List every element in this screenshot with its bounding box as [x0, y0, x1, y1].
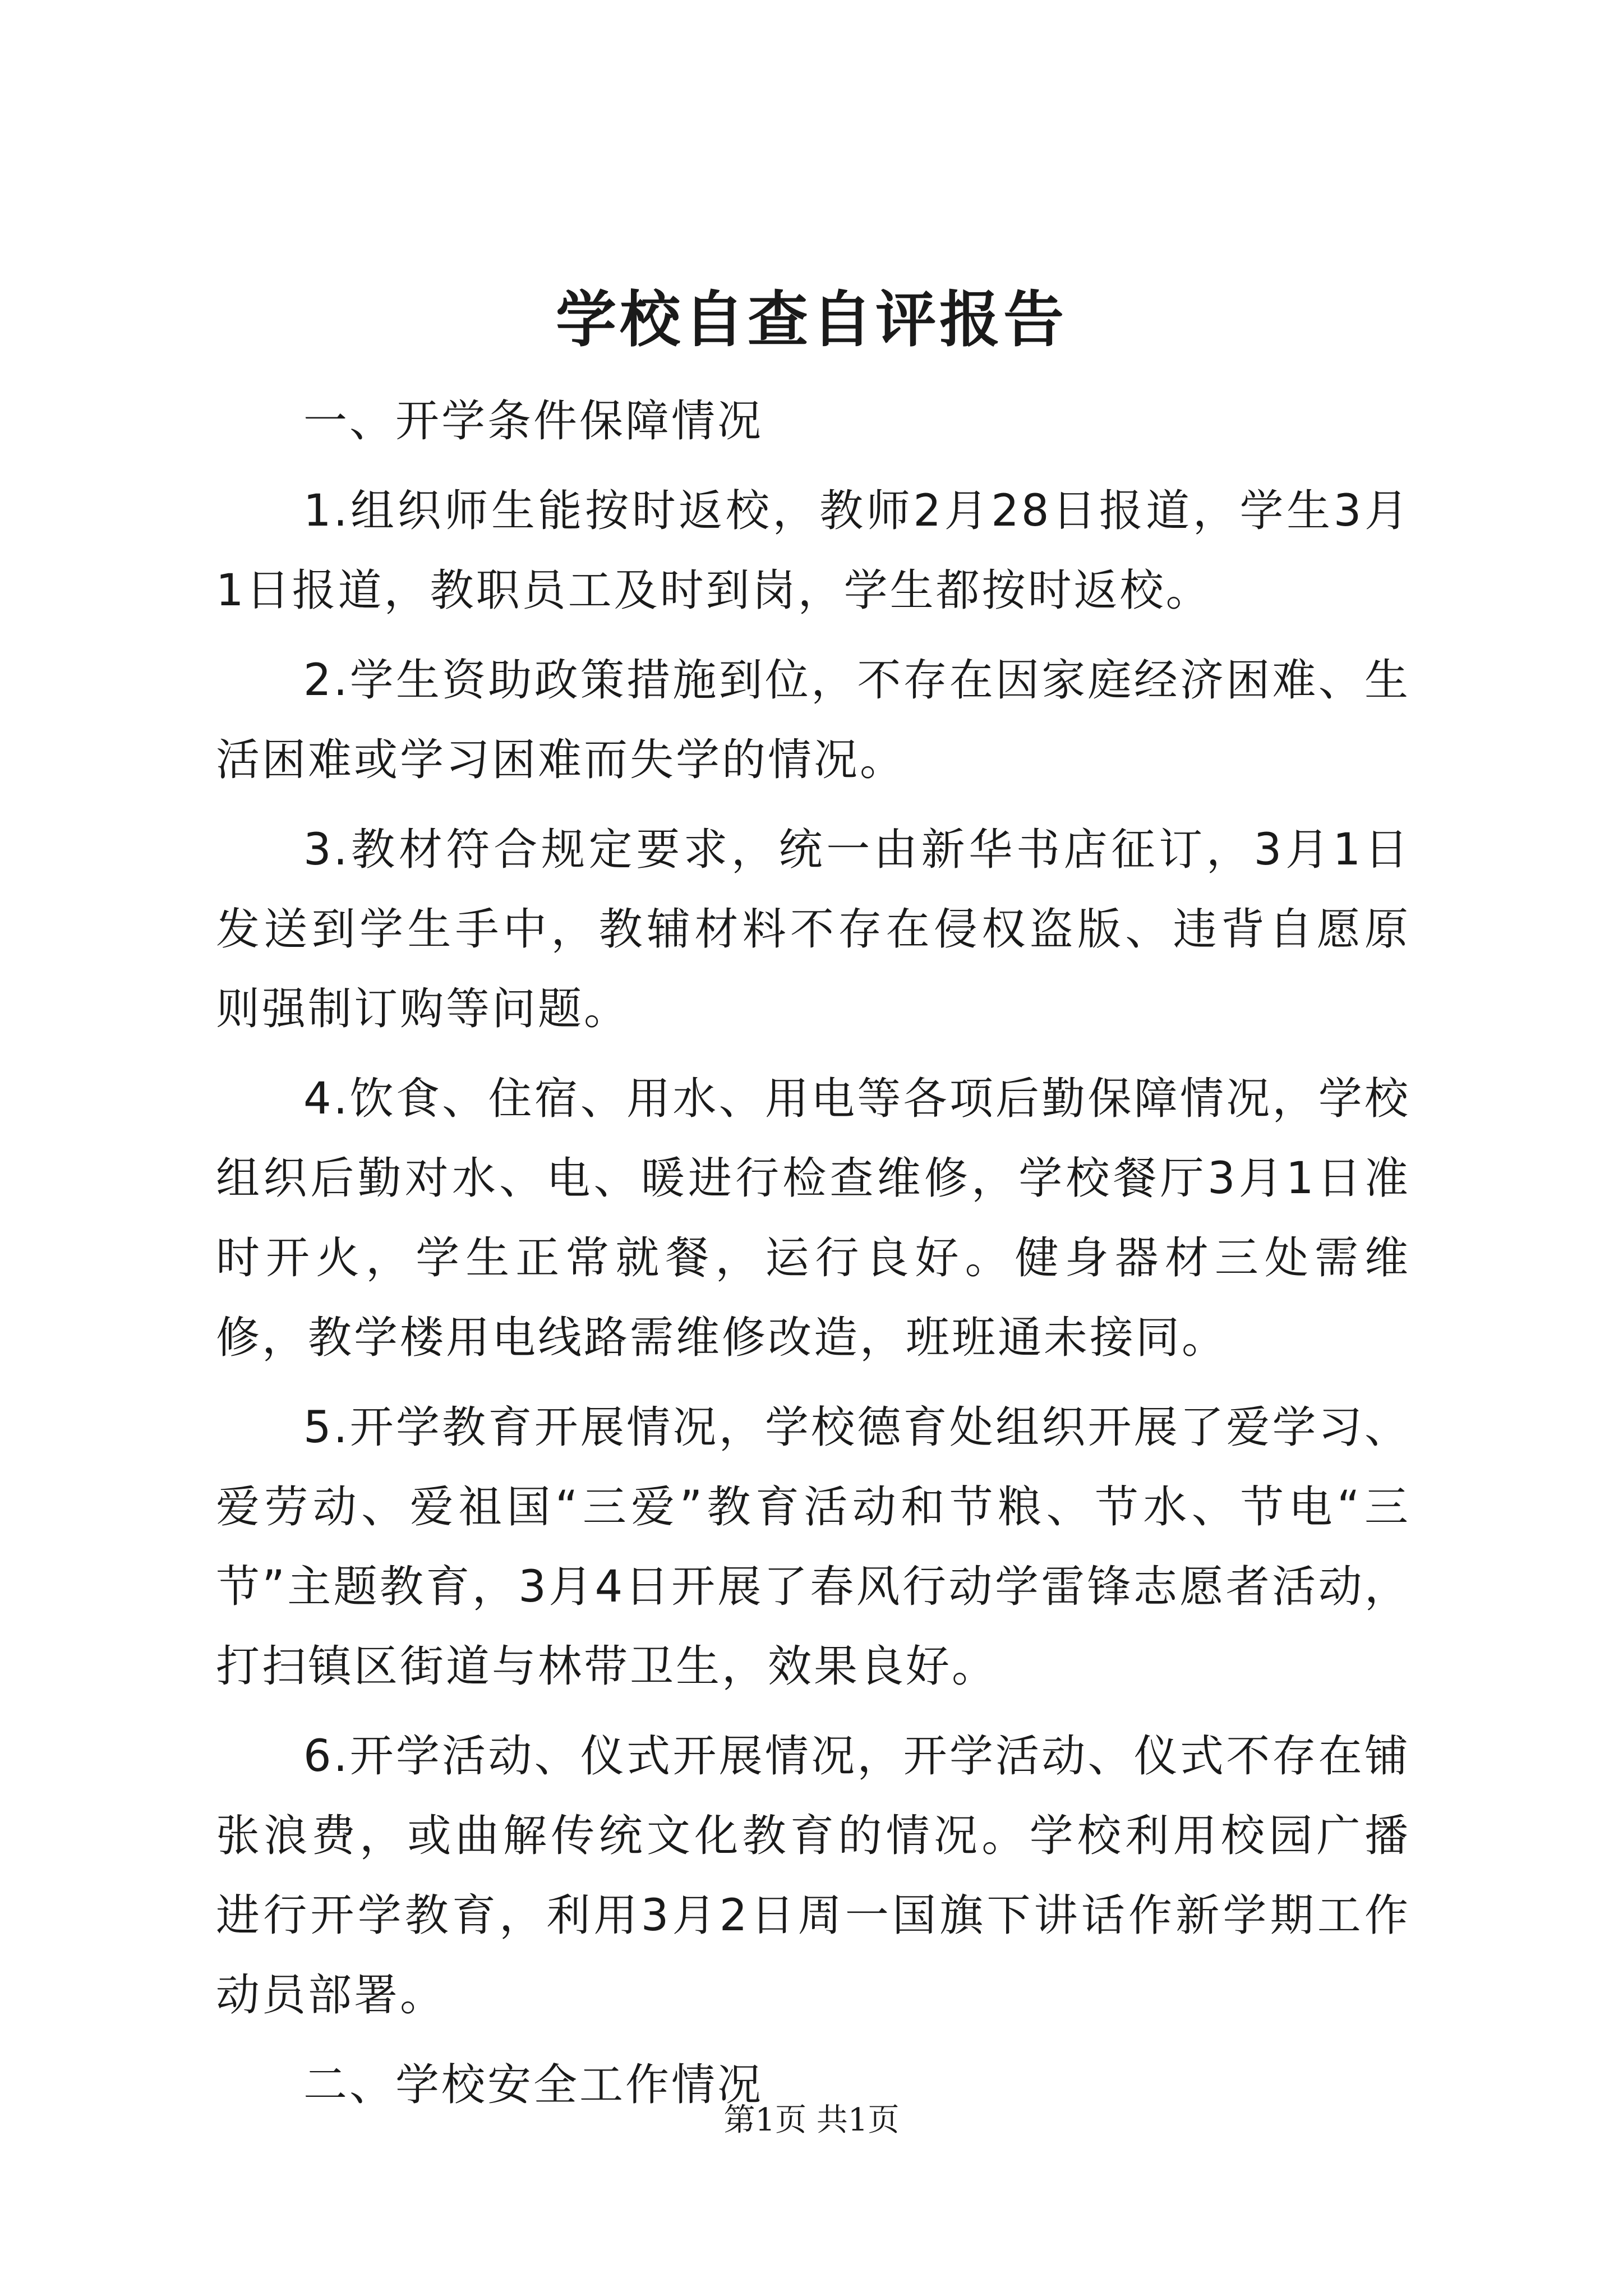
paragraph-item-4: 4.饮食、住宿、用水、用电等各项后勤保障情况，学校组织后勤对水、电、暖进行检查维修，学校餐厅3月1日准时开火，学生正常就餐，运行良好。健身器材三处需维修，教学楼用电线路需维修改造，班班通未接同。	[216, 1074, 1410, 1363]
paragraph-item-6: 6.开学活动、仪式开展情况，开学活动、仪式不存在铺张浪费，或曲解传统文化教育的情况。学校利用校园广播进行开学教育，利用3月2日周一国旗下讲话作新学期工作动员部署。	[216, 1731, 1410, 2021]
page-footer: 第1页 共1页	[723, 2102, 900, 2138]
paragraph-item-1: 1.组织师生能按时返校，教师2月28日报道，学生3月1日报道，教职员工及时到岗，学生都按时返校。	[216, 486, 1410, 616]
paragraph-item-2: 2.学生资助政策措施到位，不存在因家庭经济困难、生活困难或学习困难而失学的情况。	[216, 655, 1410, 785]
paragraph-item-5: 5.开学教育开展情况，学校德育处组织开展了爱学习、爱劳动、爱祖国“三爱”教育活动和节粮、节水、节电“三节”主题教育，3月4日开展了春风行动学雷锋志愿者活动，打扫镇区街道与林带卫生，效果良好。	[216, 1402, 1410, 1692]
document-body	[216, 381, 1410, 2135]
section-heading: 二、学校安全工作情况	[303, 2060, 764, 2110]
section-heading: 一、开学条件保障情况	[303, 396, 764, 447]
document-title: 学校自查自评报告	[555, 284, 1067, 355]
paragraph-item-3: 3.教材符合规定要求，统一由新华书店征订，3月1日发送到学生手中，教辅材料不存在侵权盗版、违背自愿原则强制订购等问题。	[216, 825, 1410, 1034]
